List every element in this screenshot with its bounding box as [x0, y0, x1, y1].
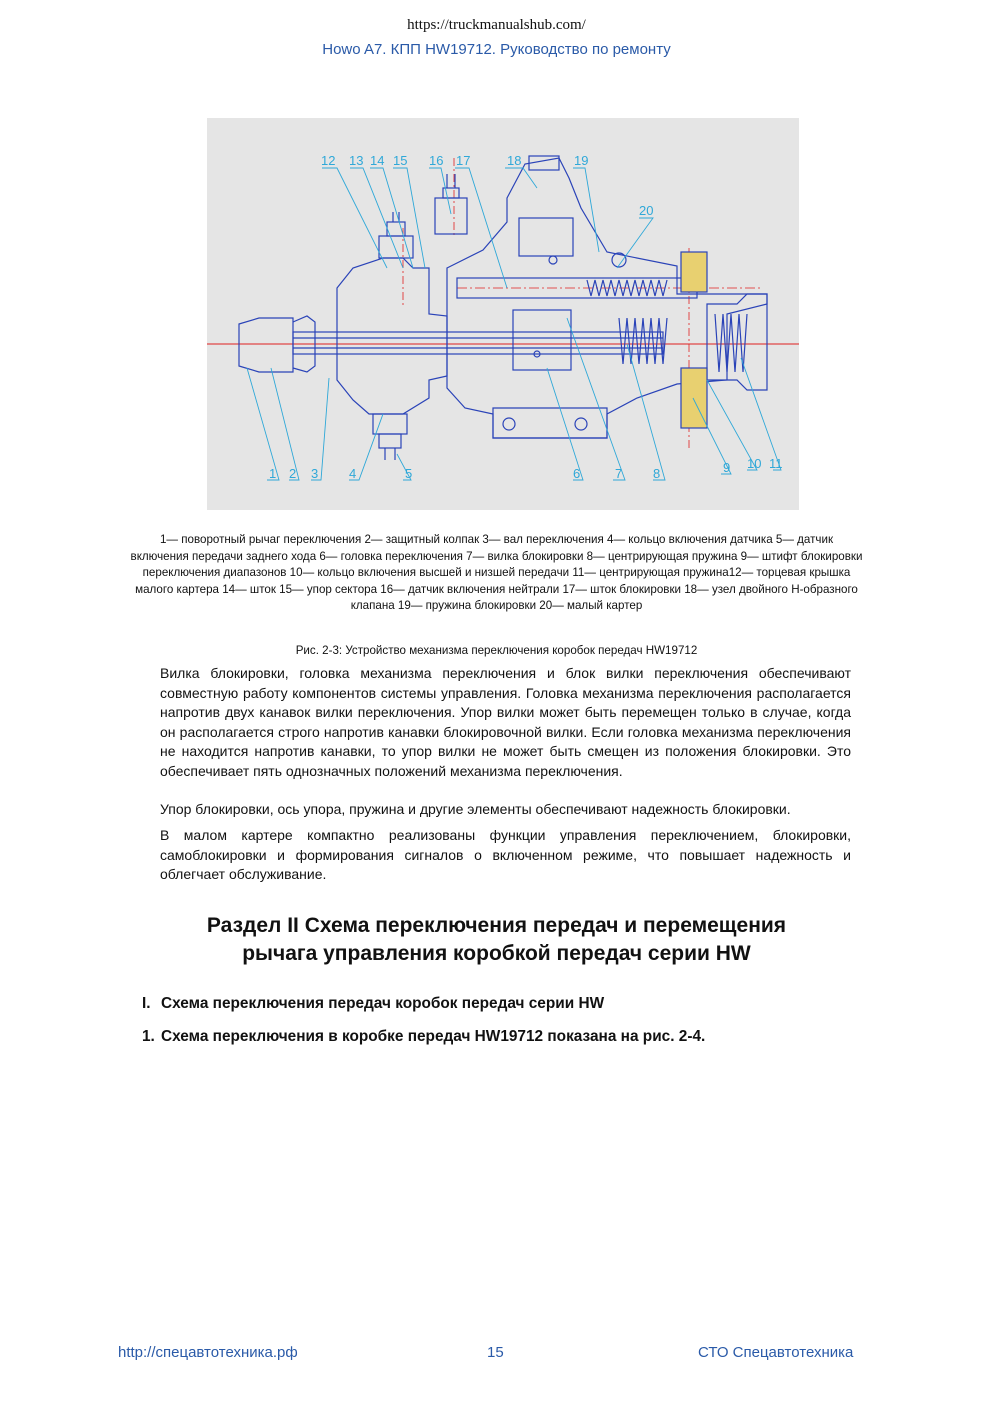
subheading-1-number: 1. — [142, 1028, 155, 1045]
housing-base — [493, 408, 607, 438]
label-20: 20 — [639, 203, 654, 218]
neutral-sensor — [435, 198, 467, 234]
footer-url[interactable]: http://спецавтотехника.рф — [118, 1344, 298, 1361]
label-5: 5 — [405, 466, 413, 481]
label-1: 1 — [269, 466, 277, 481]
shift-shaft — [293, 332, 663, 354]
label-17: 17 — [456, 153, 471, 168]
paragraph-2: Упор блокировки, ось упора, пружина и другие элементы обеспечивают надежность блокировки. — [160, 801, 791, 817]
subheading-1-text: Схема переключения в коробке передач HW19712 показана на рис. 2-4. — [161, 1028, 706, 1045]
subheading-i-text: Схема переключения передач коробок передач серии HW — [161, 995, 605, 1012]
reverse-sensor-top — [379, 236, 413, 258]
subheading-i — [142, 995, 604, 1013]
figure-legend: 1— поворотный рычаг переключения 2— защитный колпак 3— вал переключения 4— кольцо включения датчика 5— датчик включения передачи заднего хода 6— головка переключения 7— вилка блокировки 8— центрирующая пружина 9— штифт блокировки переключения диапазонов 10— кольцо включения высшей и низшей передачи 11— центрирующая пружина12— торцевая крышка малого картера 14— шток 15— упор сектора 16— датчик включения нейтрали 17— шток блокировки 18— узел двойного Н-образного клапана 19— пружина блокировки 20— малый картер — [130, 533, 863, 612]
site-url[interactable]: https://truckmanualshub.com/ — [407, 17, 586, 33]
paragraph-3: В малом картере компактно реализованы функции управления переключением, блокировки, самоблокировки и формирования сигналов о включенном режиме, что повышает надежность и облегчает обслуживание. — [160, 827, 851, 883]
label-3: 3 — [311, 466, 319, 481]
section-title-line-1: Раздел II Схема переключения передач и перемещения — [206, 914, 787, 937]
label-13: 13 — [349, 153, 364, 168]
label-12: 12 — [321, 153, 336, 168]
label-15: 15 — [393, 153, 408, 168]
transmission-diagram — [207, 118, 799, 510]
centering-spring — [619, 318, 667, 364]
paragraph-1: Вилка блокировки, головка механизма переключения и блок вилки переключения обеспечивают совместную работу компонентов системы управления. Головка механизма переключения располагается напротив двух канавок вилки переключения. Упор вилки может быть перемещен только в случае, когда он располагается строго напротив канавки блокировочной вилки. Если головка механизма переключения не находится напротив канавки, то упор вилки не может быть смещен из положения блокировки. Это обеспечивает пять однозначных положений механизма переключения. — [160, 665, 851, 779]
range-lock-pin-top — [681, 252, 707, 292]
reverse-sensor-bottom — [373, 414, 407, 434]
label-7: 7 — [615, 466, 623, 481]
footer-brand: СТО Спецавтотехника — [698, 1344, 854, 1361]
label-11: 11 — [769, 456, 783, 471]
figure-caption: Рис. 2-3: Устройство механизма переключения коробок передач HW19712 — [295, 644, 698, 657]
label-10: 10 — [747, 456, 762, 471]
label-8: 8 — [653, 466, 661, 481]
label-6: 6 — [573, 466, 581, 481]
subheading-i-number: I. — [142, 995, 151, 1012]
label-19: 19 — [574, 153, 589, 168]
label-16: 16 — [429, 153, 444, 168]
section-title — [110, 912, 883, 968]
label-4: 4 — [349, 466, 357, 481]
section-title-line-2: рычага управления коробкой передач серии HW — [242, 942, 751, 965]
label-9: 9 — [723, 460, 731, 475]
shift-head — [513, 310, 571, 370]
left-housing — [337, 258, 447, 414]
document-header-title: Howo A7. КПП HW19712. Руководство по ремонту — [322, 41, 671, 58]
label-14: 14 — [370, 153, 385, 168]
label-18: 18 — [507, 153, 522, 168]
subheading-1 — [142, 1028, 705, 1046]
page-number: 15 — [487, 1344, 504, 1361]
lever-cap — [239, 318, 293, 372]
label-2: 2 — [289, 466, 297, 481]
